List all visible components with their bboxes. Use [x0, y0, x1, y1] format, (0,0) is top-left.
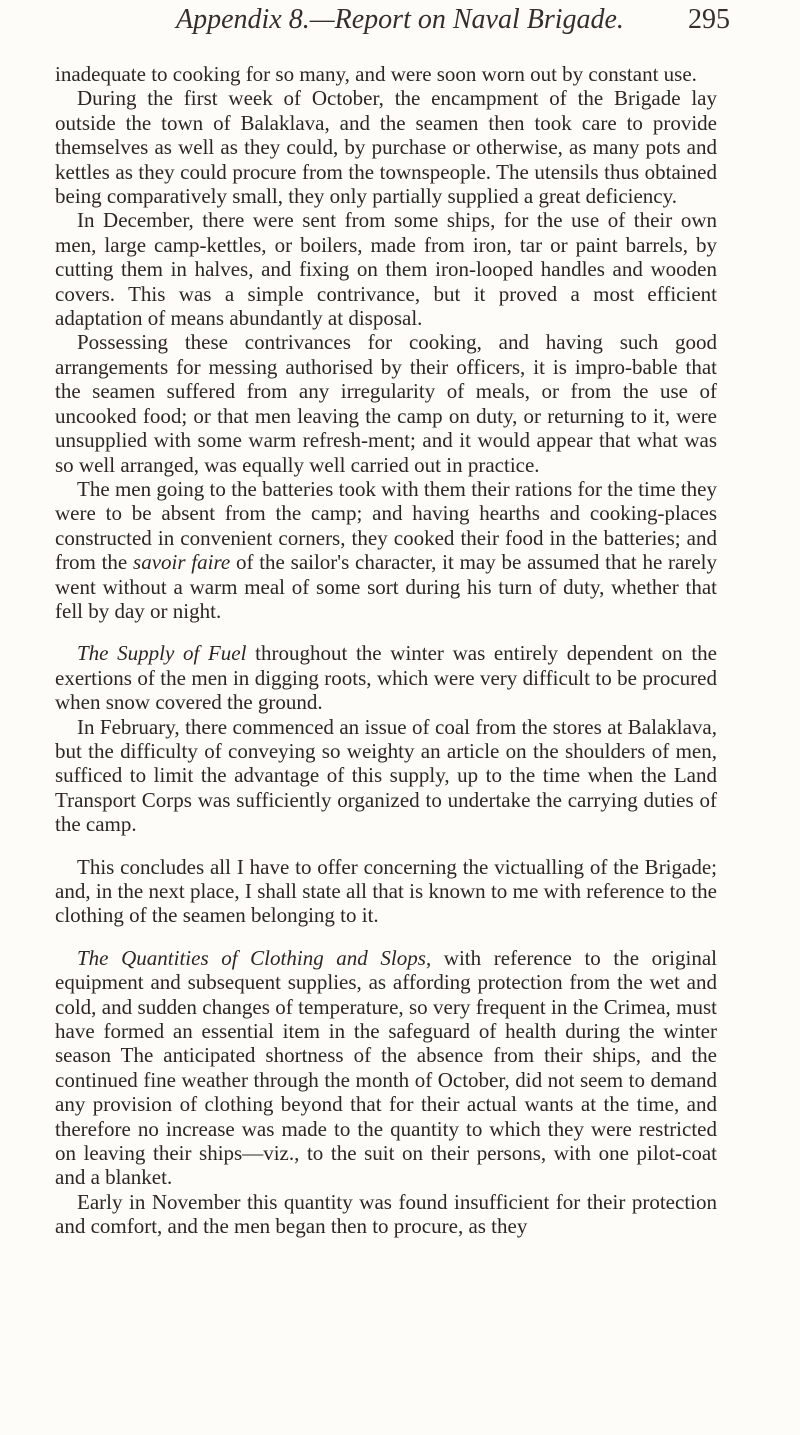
body-text	[55, 62, 717, 1239]
paragraph-9-text: , with reference to the original equipment and subsequent supplies, as affording protection from the wet and cold, and sudden changes of temperature, so very frequent in the Crimea, must have formed an essential item in the safeguard of health during the winter season The anticipated shortness of the absence from their ships, and the continued fine weather through the month of October, did not seem to demand any provision of clothing beyond that for their actual wants at the time, and therefore no increase was made to the quantity to which they were restricted on leaving their ships—viz., to the suit on their persons, with one pilot-coat and a blanket.	[55, 945, 717, 1190]
paragraph-2-text: During the first week of October, the encampment of the Brigade lay outside the town of Balaklava, and the seamen then took care to provide themselves as well as they could, by purchase or otherwise, as many pots and kettles as they could procure from the townspeople. The utensils thus obtained being comparatively small, they only partially supplied a great deficiency.	[55, 86, 717, 209]
paragraph-8	[55, 855, 717, 928]
paragraph-10-text: Early in November this quantity was found insufficient for their protection and comfort, and the men began then to procure, as they	[55, 1189, 717, 1239]
paragraph-5-italic: savoir faire	[133, 550, 231, 575]
paragraph-4	[55, 330, 717, 476]
paragraph-10	[55, 1190, 717, 1239]
paragraph-1-text: inadequate to cooking for so many, and were soon worn out by constant use.	[55, 62, 697, 86]
paragraph-9	[55, 946, 717, 1190]
paragraph-9-italic-heading: The Quantities of Clothing and Slops	[77, 945, 426, 970]
paragraph-1	[55, 62, 717, 86]
paragraph-5	[55, 477, 717, 623]
paragraph-7	[55, 715, 717, 837]
running-title: Appendix 8.—Report on Naval Brigade.	[176, 4, 624, 35]
paragraph-5-text-before: The men going to the batteries took with them their rations for the time they were to be absent from the camp; and having hearths and cooking-places constructed in convenient corners, they cooked their food in the batteries; and from the	[55, 476, 717, 575]
paragraph-8-text: This concludes all I have to offer concerning the victualling of the Brigade; and, in the next place, I shall state all that is known to me with reference to the clothing of the seamen belonging to it.	[55, 854, 717, 928]
page-number: 295	[688, 4, 730, 35]
paragraph-2	[55, 86, 717, 208]
paragraph-5-text-after: of the sailor's character, it may be assumed that he rarely went without a warm meal of some sort during his turn of duty, whether that fell by day or night.	[55, 550, 717, 623]
paragraph-7-text: In February, there commenced an issue of coal from the stores at Balaklava, but the difficulty of conveying so weighty an article on the shoulders of men, sufficed to limit the advantage of this supply, up to the time when the Land Transport Corps was sufficiently organized to undertake the carrying duties of the camp.	[55, 714, 717, 837]
paragraph-6-text: throughout the winter was entirely dependent on the exertions of the men in digging roots, which were very difficult to be procured when snow covered the ground.	[55, 641, 717, 715]
paragraph-4-text: Possessing these contrivances for cooking, and having such good arrangements for messing authorised by their officers, it is impro-bable that the seamen suffered from any irregularity of meals, or from the use of uncooked food; or that men leaving the camp on duty, or returning to it, were unsupplied with some warm refresh-ment; and it would appear that what was so well arranged, was equally well carried out in practice.	[55, 330, 717, 477]
paragraph-6-italic-heading: The Supply of Fuel	[77, 641, 247, 666]
page-header	[0, 2, 800, 42]
paragraph-6	[55, 641, 717, 714]
paragraph-3-text: In December, there were sent from some ships, for the use of their own men, large camp-kettles, or boilers, made from iron, tar or paint barrels, by cutting them in halves, and fixing on them iron-looped handles and wooden covers. This was a simple contrivance, but it proved a most efficient adaptation of means abundantly at disposal.	[55, 208, 717, 331]
paragraph-3	[55, 208, 717, 330]
